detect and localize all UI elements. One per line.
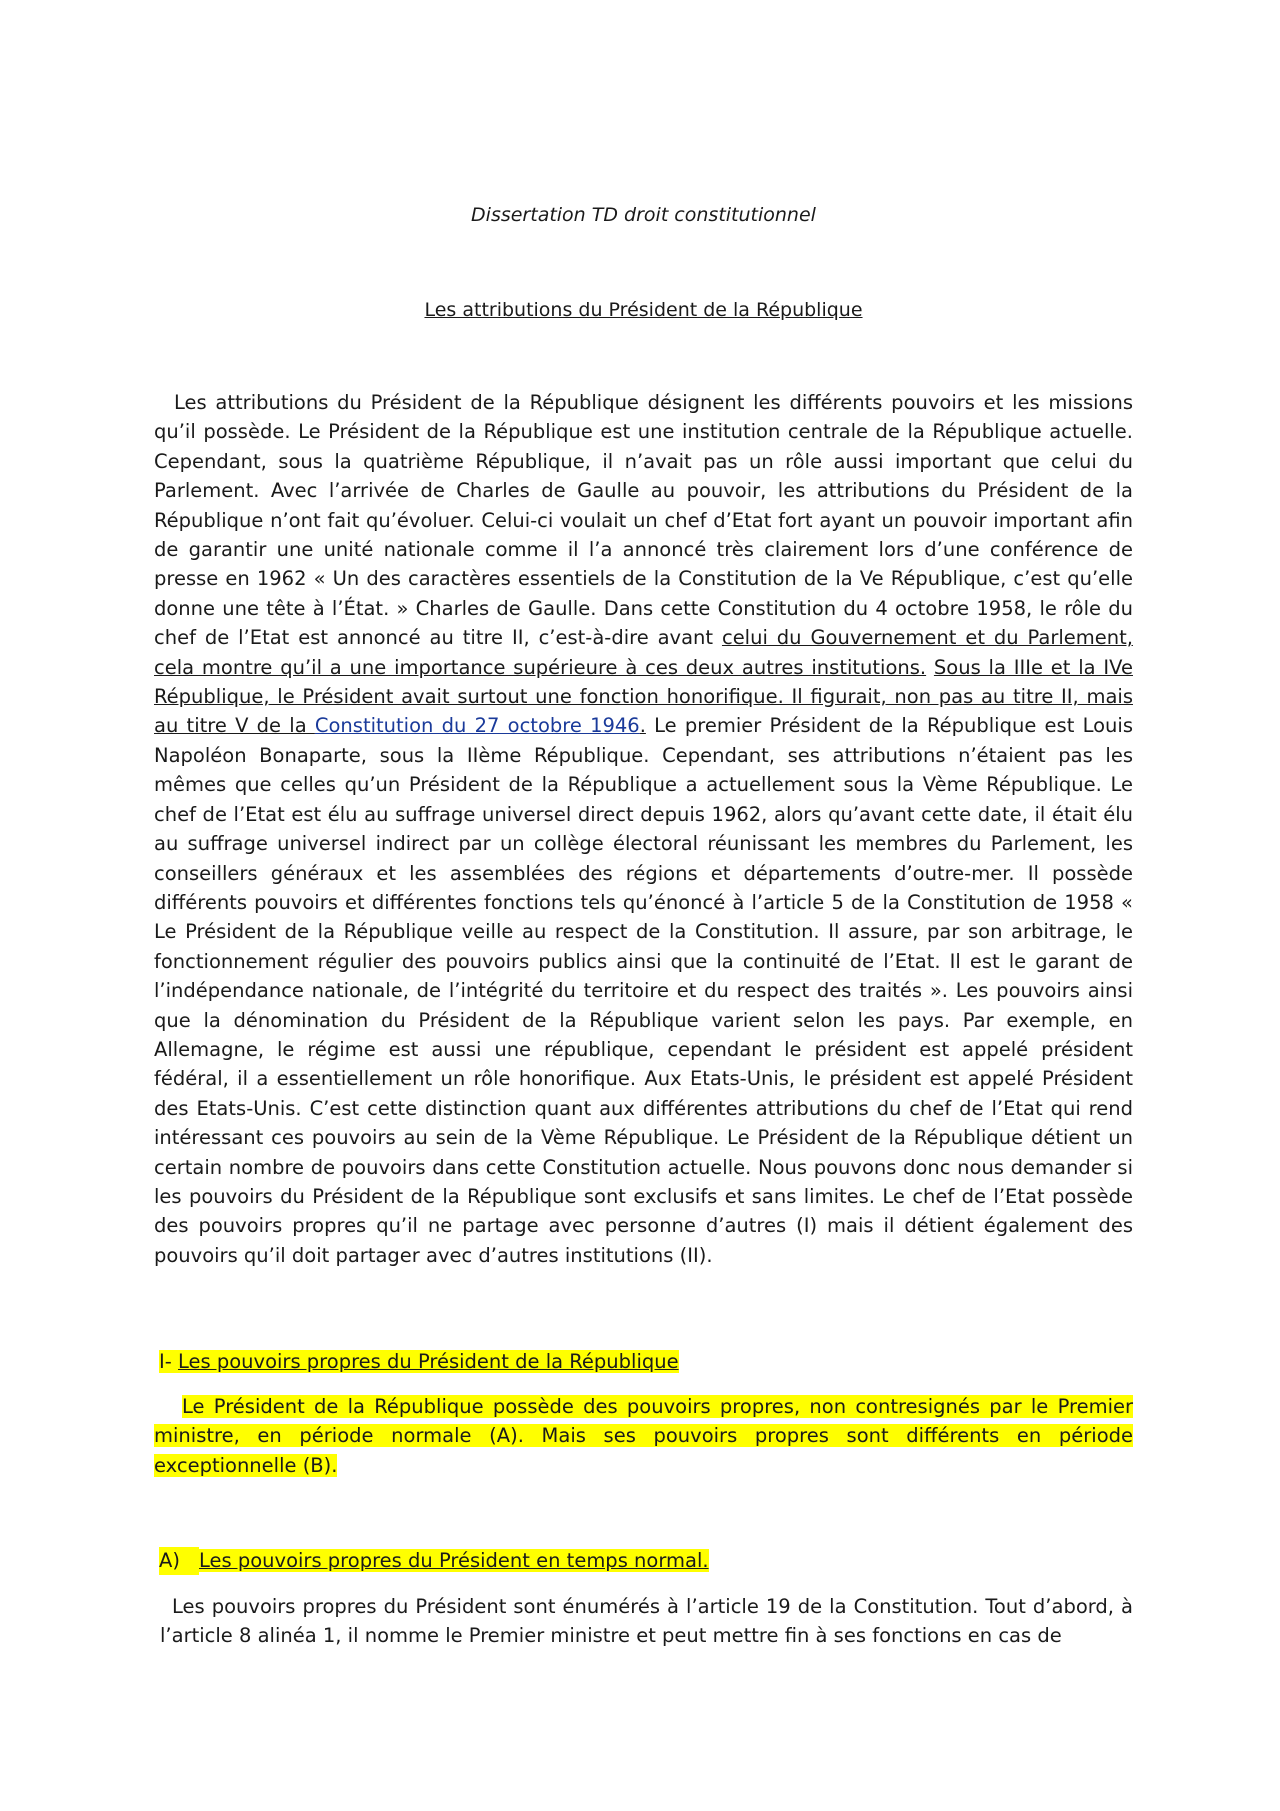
intro-text-1: Les attributions du Président de la République désignent les différents pouvoirs et les missions qu’il possède. Le Président de la République est une institution centrale de la République actuelle. Cependant, sous la quatrième République, il n’avait pas un rôle aussi important que celui du Parlement. Avec l’arrivée de Charles de Gaulle au pouvoir, les attributions du Président de la République n’ont fait qu’évoluer. Celui-ci voulait un chef d’Etat fort ayant un pouvoir important afin de garantir une unité nationale comme il l’a annoncé très clairement lors d’une conférence de presse en 1962 « Un des caractères essentiels de la Constitution de la Ve République, c’est qu’elle donne une tête à l’État. » Charles de Gaulle. Dans cette Constitution du 4 octobre 1958, le rôle du chef de l’Etat est annoncé au titre II, c’est-à-dire avant [154,391,1133,650]
intro-underlined-dot: . [639,714,646,738]
document-header-title: Dissertation TD droit constitutionnel [471,204,816,226]
section-1a-text-line2: l’article 8 alinéa 1, il nomme le Premier ministre et peut mettre fin à ses fonctions en cas de [160,1624,1062,1648]
intro-text-2: Le premier Président de la République est Louis Napoléon Bonaparte, sous la IIème République. Cependant, ses attributions n’étaient pas les mêmes que celles qu’un Président de la République a actuellement sous la Vème République. Le chef de l’Etat est élu au suffrage universel direct depuis 1962, alors qu’avant cette date, il était élu au suffrage universel indirect par un collège électoral réunissant les membres du Parlement, les conseillers généraux et les assemblées des régions et départements d’outre-mer. Il possède différents pouvoirs et différentes fonctions tels qu’énoncé à l’article 5 de la Constitution de 1958 « Le Président de la République veille au respect de la Constitution. Il assure, par son arbitrage, le fonctionnement régulier des pouvoirs publics ainsi que la continuité de l’Etat. Il est le garant de l’indépendance nationale, de l’intégrité du territoire et du respect des traités ». Les pouvoirs ainsi que la dénomination du Président de la République varient selon les pays. Par exemple, en Allemagne, le régime est aussi une république, cependant le président est appelé président fédéral, il a essentiellement un rôle honorifique. Aux Etats-Unis, le président est appelé Président des Etats-Unis. C’est cette distinction quant aux différentes attributions du chef de l’Etat qui rend intéressant ces pouvoirs au sein de la Vème République. Le Président de la République détient un certain nombre de pouvoirs dans cette Constitution actuelle. Nous pouvons donc nous demander si les pouvoirs du Président de la République sont exclusifs et sans limites. Le chef de l’Etat possède des pouvoirs propres qu’il ne partage avec personne d’autres (I) mais il détient également des pouvoirs qu’il doit partager avec d’autres institutions (II). [154,714,1133,1267]
subject-title: Les attributions du Président de la République [424,299,863,321]
section-1-number: I- [159,1350,178,1373]
section-1-paragraph [154,1392,1133,1480]
section-1a-title: Les pouvoirs propres du Président en temps normal. [199,1549,709,1572]
section-1a-heading [159,1547,709,1575]
intro-underlined-1: celui du Gouvernement et du Parlement, cela montre qu’il a une importance supérieure à ces deux autres institutions. [154,626,1133,679]
intro-underlined-2: Sous la IIIe et la IVe République, le Président avait surtout une fonction honorifique. Il figurait, non pas au titre II, mais au titre V de la [154,655,1133,738]
section-1-heading [159,1348,679,1376]
section-1-text: Le Président de la République possède des pouvoirs propres, non contresignés par le Premier ministre, en période normale (A). Mais ses pouvoirs propres sont différents en période exceptionnelle (B). [154,1395,1133,1477]
section-1a-paragraph [154,1592,1133,1651]
section-1-title: Les pouvoirs propres du Président de la République [178,1350,679,1373]
section-1a-label: A) [159,1547,199,1575]
section-1a-text-line1: Les pouvoirs propres du Président sont énumérés à l’article 19 de la Constitution. Tout d’abord, à [172,1595,1133,1618]
introduction-paragraph [154,388,1133,1270]
constitution-1946-link[interactable]: Constitution du 27 octobre 1946 [314,714,640,738]
intro-space [926,656,934,679]
